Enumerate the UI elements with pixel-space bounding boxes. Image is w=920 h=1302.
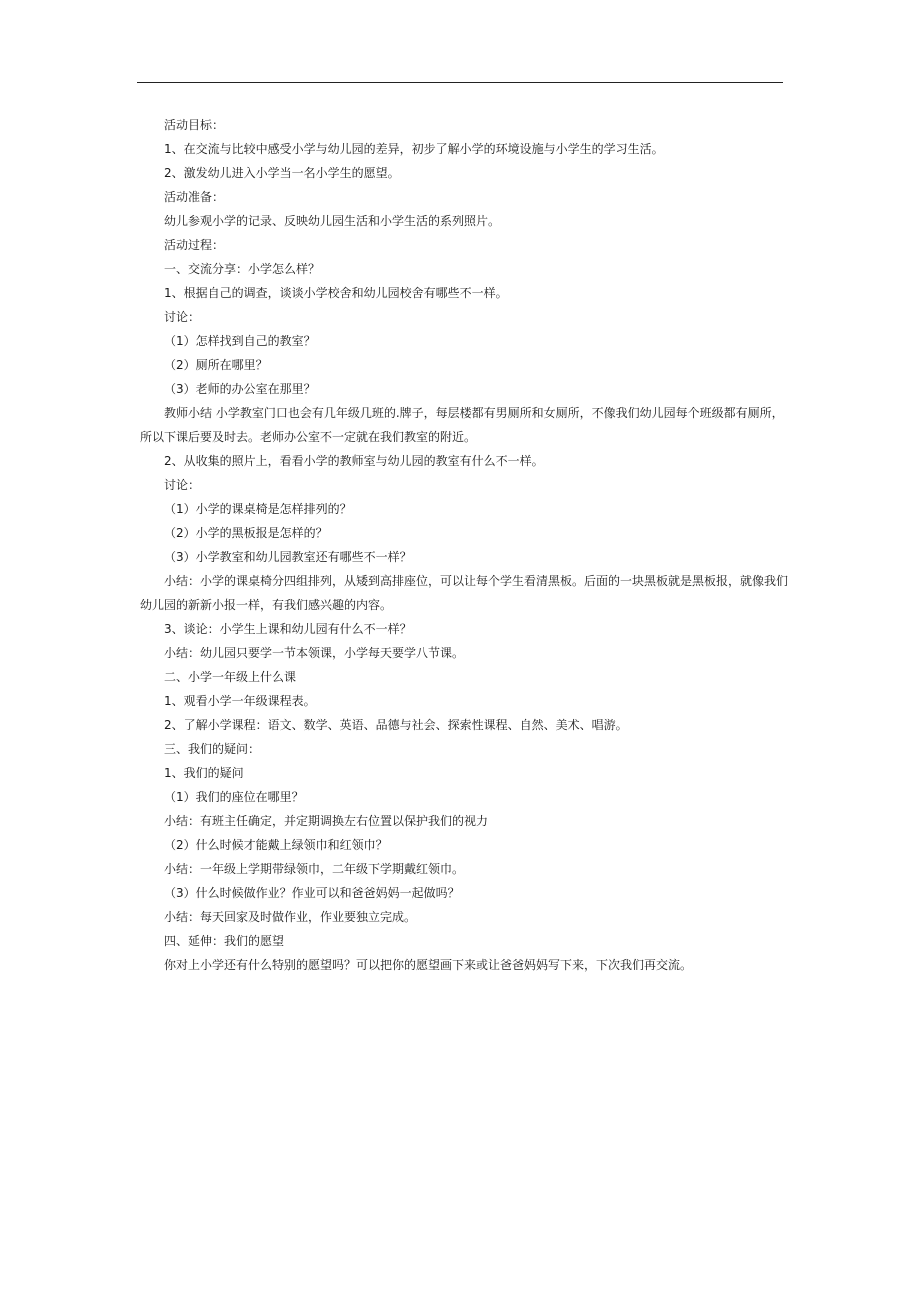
goal-item: 2、激发幼儿进入小学当一名小学生的愿望。 [164,166,400,180]
preparation-text: 幼儿参观小学的记录、反映幼儿园生活和小学生活的系列照片。 [164,214,501,228]
heading-preparation: 活动准备： [164,190,225,204]
goal-item: 1、在交流与比较中感受小学与幼儿园的差异，初步了解小学的环境设施与小学生的学习生活。 [164,142,664,156]
step-item: 3、谈论：小学生上课和幼儿园有什么不一样？ [164,622,412,636]
section-heading: 一、交流分享：小学怎么样？ [164,262,321,276]
section-heading: 二、小学一年级上什么课 [164,670,297,684]
step-item: 1、我们的疑问 [164,766,244,780]
step-item: 2、从收集的照片上，看看小学的教师室与幼儿园的教室有什么不一样。 [164,454,544,468]
summary-text: 小结：小学的课桌椅分四组排列，从矮到高排座位，可以让每个学生看清黑板。后面的一块黑板就是黑板报，就像我们幼儿园的新新小报一样，有我们感兴趣的内容。 [140,574,789,612]
closing-text: 你对上小学还有什么特别的愿望吗？可以把你的愿望画下来或让爸爸妈妈写下来，下次我们再交流。 [164,958,693,972]
step-item: 1、根据自己的调查，谈谈小学校舍和幼儿园校舍有哪些不一样。 [164,286,508,300]
question-item: （1）怎样找到自己的教室？ [164,334,316,348]
heading-goals: 活动目标： [164,118,225,132]
summary-text: 小结：每天回家及时做作业，作业要独立完成。 [164,910,417,924]
discussion-label: 讨论： [164,310,201,324]
section-heading: 四、延伸：我们的愿望 [164,934,285,948]
section-heading: 三、我们的疑问： [164,742,261,756]
question-item: （1）我们的座位在哪里？ [164,790,304,804]
document-body [140,113,788,977]
question-item: （2）小学的黑板报是怎样的？ [164,526,328,540]
question-item: （3）小学教室和幼儿园教室还有哪些不一样？ [164,550,412,564]
heading-process: 活动过程： [164,238,225,252]
question-item: （1）小学的课桌椅是怎样排列的？ [164,502,352,516]
question-item: （2）厕所在哪里？ [164,358,268,372]
step-item: 2、了解小学课程：语文、数学、英语、品德与社会、探索性课程、自然、美术、唱游。 [164,718,628,732]
question-item: （3）什么时候做作业？作业可以和爸爸妈妈一起做吗？ [164,886,460,900]
summary-text: 小结：有班主任确定，并定期调换左右位置以保护我们的视力 [164,814,489,828]
header-rule [137,82,783,83]
summary-text: 小结：一年级上学期带绿领巾，二年级下学期戴红领巾。 [164,862,465,876]
discussion-label: 讨论： [164,478,201,492]
summary-text: 小结：幼儿园只要学一节本领课，小学每天要学八节课。 [164,646,465,660]
summary-text: 教师小结 小学教室门口也会有几年级几班的.牌子，每层楼都有男厕所和女厕所，不像我们幼儿园每个班级都有厕所，所以下课后要及时去。老师办公室不一定就在我们教室的附近。 [140,406,784,444]
question-item: （3）老师的办公室在那里？ [164,382,316,396]
step-item: 1、观看小学一年级课程表。 [164,694,316,708]
question-item: （2）什么时候才能戴上绿领巾和红领巾？ [164,838,388,852]
